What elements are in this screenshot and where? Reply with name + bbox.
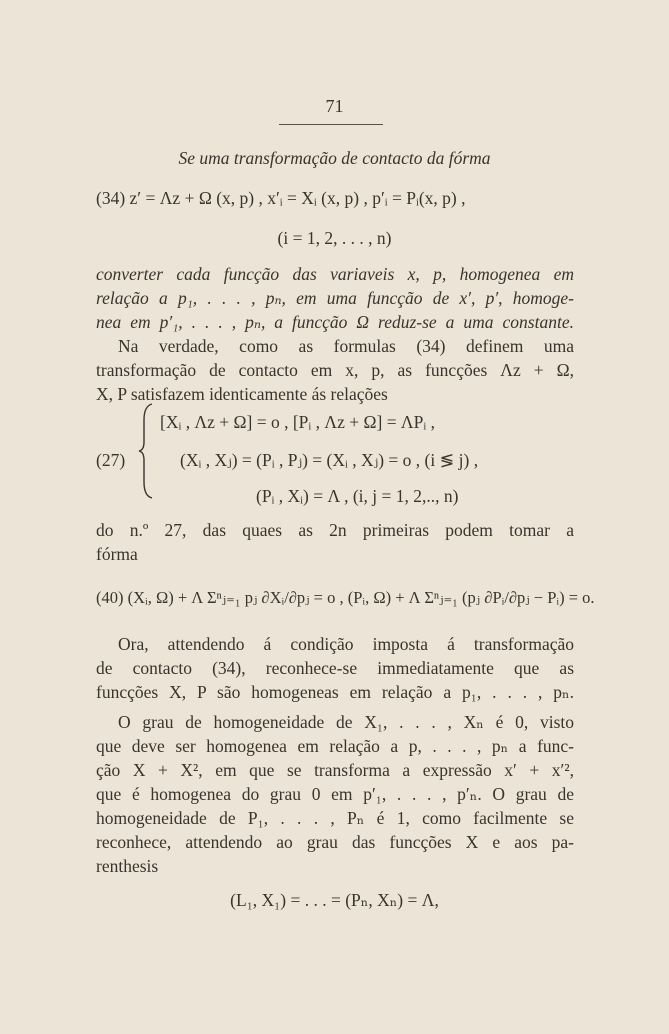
text-line: fórma: [96, 544, 138, 564]
text-line: ção X + X², em que se transforma a expressão x′ + x′²,: [96, 760, 574, 780]
text-line: que é homogenea do grau 0 em p′₁, . . . , p′ₙ. O grau de: [96, 784, 574, 804]
text-line: homogeneidade de P₁, . . . , Pₙ é 1, como facilmente se: [96, 808, 574, 828]
text-line: relação a p₁, . . . , pₙ, em uma funcção de x′, p′, homoge-: [96, 288, 574, 308]
text-line: nea em p′₁, . . . , pₙ, a funcção Ω reduz-se a uma constante.: [96, 312, 574, 332]
text-line: transformação de contacto em x, p, as funcções Λz + Ω,: [96, 360, 574, 380]
text-line: X, P satisfazem identicamente ás relações: [96, 384, 388, 404]
equation-27-label: (27): [96, 450, 126, 470]
text-line: O grau de homogeneidade de X₁, . . . , Xₙ é 0, visto: [118, 712, 574, 732]
equation-40: (40) (Xᵢ, Ω) + Λ Σⁿⱼ₌₁ pⱼ ∂Xᵢ/∂pⱼ = o , (Pᵢ, Ω) + Λ Σⁿⱼ₌₁ (pⱼ ∂Pᵢ/∂pⱼ − Pᵢ) = o.: [96, 588, 595, 607]
equation-27-row3: (Pᵢ , Xᵢ) = Λ , (i, j = 1, 2,.., n): [256, 486, 459, 506]
text-line: converter cada funcção das variaveis x, p, homogenea em: [96, 264, 574, 284]
equation-34: (34) z′ = Λz + Ω (x, p) , x′ᵢ = Xᵢ (x, p) , p′ᵢ = Pᵢ(x, p) ,: [96, 188, 466, 208]
equation-27-row2: (Xᵢ , Xⱼ) = (Pᵢ , Pⱼ) = (Xᵢ , Xⱼ) = o , (i ≶ j) ,: [180, 450, 479, 470]
text-line: de contacto (34), reconhece-se immediatamente que as: [96, 658, 574, 678]
header-rule: [279, 124, 383, 125]
page-number: 71: [325, 96, 344, 116]
equation-34-range: (i = 1, 2, . . . , n): [277, 228, 392, 248]
text-line: funcções X, P são homogeneas em relação a p₁, . . . , pₙ.: [96, 682, 574, 702]
text-line: Ora, attendendo á condição imposta á transformação: [118, 634, 574, 654]
text-line: que deve ser homogenea em relação a p, . . . , pₙ a func-: [96, 736, 574, 756]
text-line: do n.º 27, das quaes as 2n primeiras podem tomar a: [96, 520, 574, 540]
text-line: reconhece, attendendo ao grau das funcções X e aos pa-: [96, 832, 574, 852]
equation-27-row1: [Xᵢ , Λz + Ω] = o , [Pᵢ , Λz + Ω] = ΛPᵢ ,: [160, 412, 435, 432]
text-line: Se uma transformação de contacto da fórma: [178, 148, 491, 168]
left-brace-icon: [138, 402, 156, 500]
text-line: Na verdade, como as formulas (34) definem uma: [118, 336, 574, 356]
text-line: renthesis: [96, 856, 159, 876]
final-equation: (L₁, X₁) = . . . = (Pₙ, Xₙ) = Λ,: [230, 890, 439, 910]
